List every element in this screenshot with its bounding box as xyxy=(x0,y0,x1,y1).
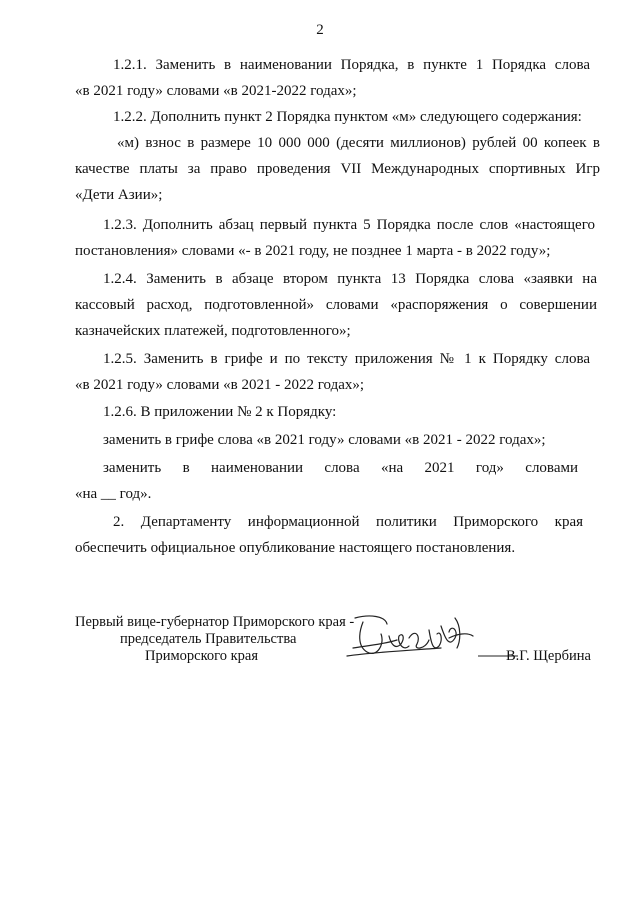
text-line: 1.2.6. В приложении № 2 к Порядку: xyxy=(103,404,337,420)
text-line: 1.2.4. Заменить в абзаце втором пункта 13 Порядка слова «заявки на xyxy=(103,271,597,287)
text-line: заменить в грифе слова «в 2021 году» словами «в 2021 - 2022 годах»; xyxy=(103,432,546,448)
paragraph-item-m xyxy=(75,130,600,208)
text-line: 2. Департаменту информационной политики Приморского края xyxy=(113,514,583,530)
text-line: заменить в наименовании слова «на 2021 год» словами xyxy=(103,460,578,476)
paragraph-replace-name xyxy=(75,455,578,507)
paragraph-2 xyxy=(75,509,583,561)
text-line: кассовый расход, подготовленной» словами «распоряжения о совершении xyxy=(75,297,597,313)
text-line: обеспечить официальное опубликование настоящего постановления. xyxy=(75,540,516,556)
text-line: 1.2.2. Дополнить пункт 2 Порядка пунктом «м» следующего содержания: xyxy=(113,109,582,125)
paragraph-1-2-2 xyxy=(113,104,590,130)
text-line: качестве платы за право проведения VII Международных спортивных Игр xyxy=(75,161,600,177)
signatory-title-line3: Приморского края xyxy=(145,648,259,664)
text-line: 1.2.1. Заменить в наименовании Порядка, в пункте 1 Порядка слова xyxy=(113,57,590,73)
text-line: «в 2021 году» словами «в 2021 - 2022 годах»; xyxy=(75,377,365,393)
text-line: «в 2021 году» словами «в 2021-2022 годах»; xyxy=(75,83,357,99)
text-line: 1.2.3. Дополнить абзац первый пункта 5 Порядка после слов «настоящего xyxy=(103,217,595,233)
signatory-title-line2: председатель Правительства xyxy=(120,631,297,647)
page-number: 2 xyxy=(316,22,324,38)
paragraph-replace-heading xyxy=(103,427,583,453)
signatory-name: В.Г. Щербина xyxy=(506,648,591,664)
text-line: «м) взнос в размере 10 000 000 (десяти миллионов) рублей 00 копеек в xyxy=(117,135,600,151)
paragraph-1-2-4 xyxy=(75,266,597,344)
text-line: казначейских платежей, подготовленного»; xyxy=(75,323,351,339)
text-line: «на __ год». xyxy=(75,486,152,502)
paragraph-1-2-1 xyxy=(75,52,590,104)
text-line: «Дети Азии»; xyxy=(75,187,163,203)
signatory-title-line1: Первый вице-губернатор Приморского края - xyxy=(75,614,355,630)
handwritten-signature xyxy=(345,608,495,668)
paragraph-1-2-6 xyxy=(103,399,583,425)
text-line: 1.2.5. Заменить в грифе и по тексту приложения № 1 к Порядку слова xyxy=(103,351,590,367)
text-line: постановления» словами «- в 2021 году, не позднее 1 марта - в 2022 году»; xyxy=(75,243,551,259)
paragraph-1-2-3 xyxy=(75,212,595,264)
paragraph-1-2-5 xyxy=(75,346,590,398)
